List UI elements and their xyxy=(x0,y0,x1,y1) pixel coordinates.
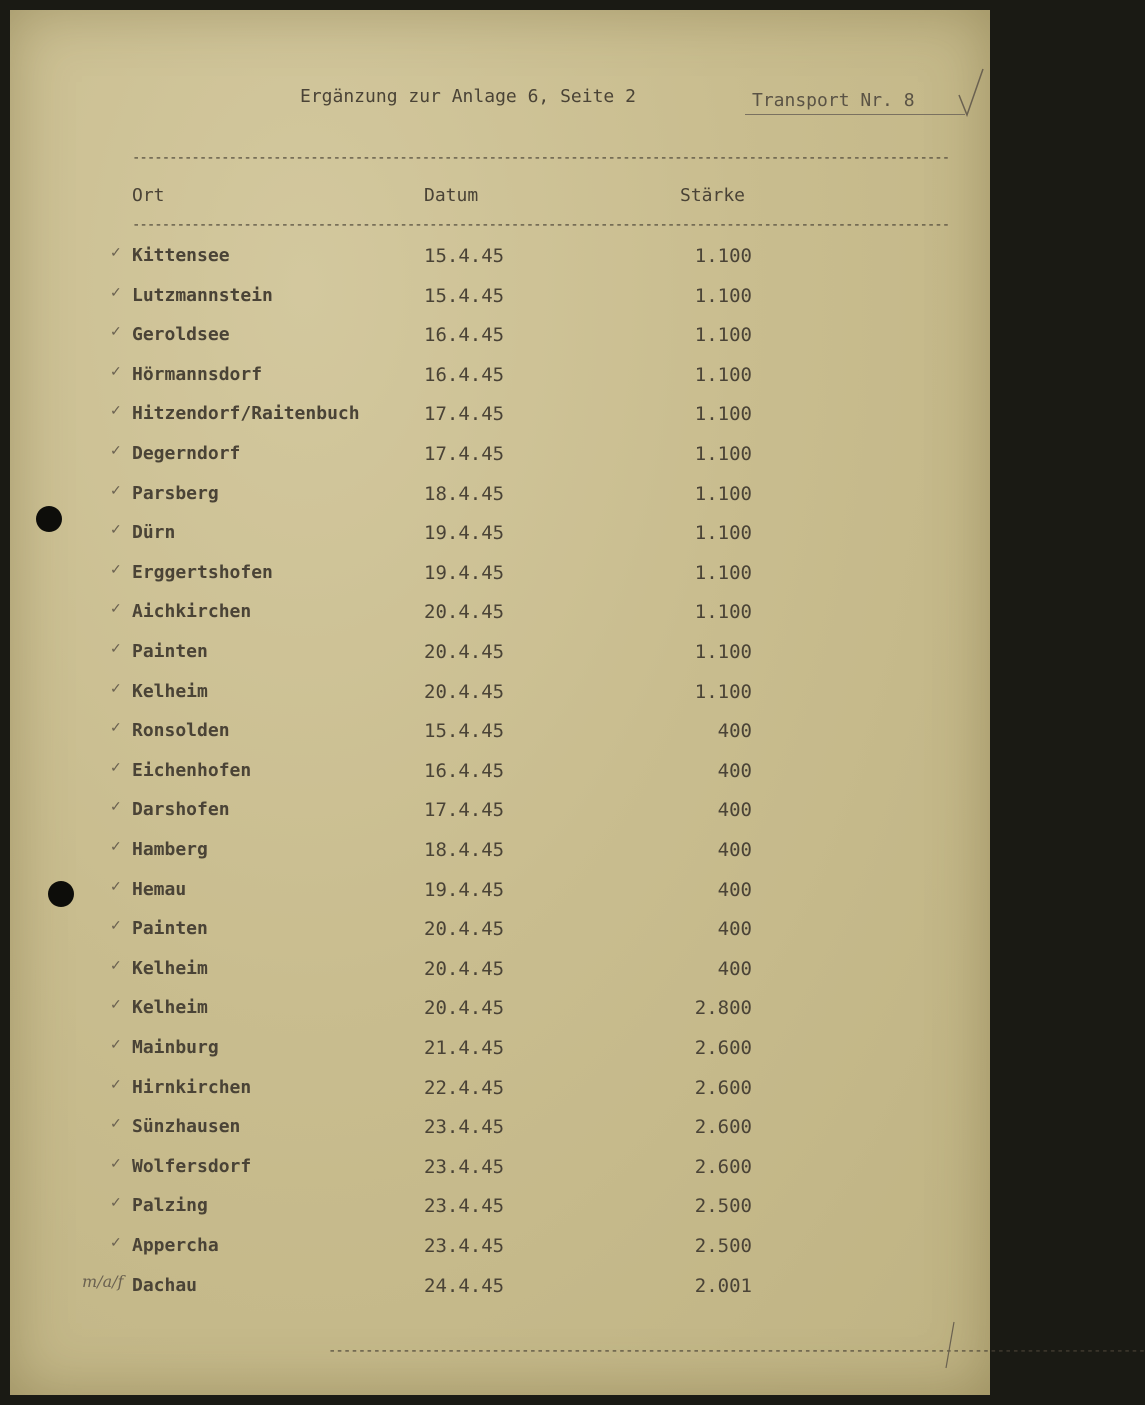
checkmark-icon: ✓ xyxy=(110,681,122,697)
row-staerke: 1.100 xyxy=(694,641,752,663)
row-datum: 20.4.45 xyxy=(424,641,505,663)
table-row xyxy=(10,1275,990,1305)
row-staerke: 2.001 xyxy=(694,1275,752,1297)
table-row xyxy=(10,1235,990,1265)
checkmark-icon: ✓ xyxy=(110,760,122,776)
checkmark-icon: ✓ xyxy=(110,879,122,895)
table-row xyxy=(10,1077,990,1107)
checkmark-icon: ✓ xyxy=(110,245,122,261)
row-datum: 22.4.45 xyxy=(424,1077,505,1099)
checkmark-icon: ✓ xyxy=(110,799,122,815)
checkmark-icon: ✓ xyxy=(110,364,122,380)
table-row xyxy=(10,522,990,552)
checkmark-icon xyxy=(955,65,985,120)
row-ort: Kelheim xyxy=(132,958,208,979)
row-staerke: 400 xyxy=(717,720,752,742)
row-ort: Hörmannsdorf xyxy=(132,364,263,385)
row-staerke: 2.500 xyxy=(694,1195,752,1217)
table-row xyxy=(10,285,990,315)
row-datum: 20.4.45 xyxy=(424,601,505,623)
row-datum: 18.4.45 xyxy=(424,839,505,861)
table-row xyxy=(10,601,990,631)
table-row xyxy=(10,760,990,790)
row-ort: Dürn xyxy=(132,522,176,543)
row-ort: Wolfersdorf xyxy=(132,1156,252,1177)
row-staerke: 2.600 xyxy=(694,1077,752,1099)
row-datum: 20.4.45 xyxy=(424,997,505,1019)
row-staerke: 400 xyxy=(717,760,752,782)
row-staerke: 2.600 xyxy=(694,1116,752,1138)
row-ort: Painten xyxy=(132,918,208,939)
table-row xyxy=(10,1195,990,1225)
row-datum: 19.4.45 xyxy=(424,522,505,544)
header-separator-bottom: -------------------------------------------------------------------------------------------------------------- xyxy=(132,217,950,233)
column-header-datum: Datum xyxy=(424,185,479,206)
row-datum: 18.4.45 xyxy=(424,483,505,505)
checkmark-icon: ✓ xyxy=(110,285,122,301)
punch-hole xyxy=(36,506,62,532)
punch-hole xyxy=(48,881,74,907)
checkmark-icon: ✓ xyxy=(110,324,122,340)
checkmark-icon: ✓ xyxy=(110,403,122,419)
checkmark-icon: ✓ xyxy=(110,562,122,578)
row-staerke: 1.100 xyxy=(694,601,752,623)
row-ort: Eichenhofen xyxy=(132,760,252,781)
checkmark-icon: ✓ xyxy=(110,958,122,974)
row-datum: 16.4.45 xyxy=(424,364,505,386)
table-row xyxy=(10,483,990,513)
row-ort: Parsberg xyxy=(132,483,219,504)
row-datum: 23.4.45 xyxy=(424,1195,505,1217)
table-row xyxy=(10,364,990,394)
row-ort: Hamberg xyxy=(132,839,208,860)
row-staerke: 1.100 xyxy=(694,364,752,386)
table-row xyxy=(10,562,990,592)
row-datum: 15.4.45 xyxy=(424,720,505,742)
table-row xyxy=(10,1156,990,1186)
checkmark-icon: ✓ xyxy=(110,720,122,736)
row-staerke: 1.100 xyxy=(694,285,752,307)
row-staerke: 2.500 xyxy=(694,1235,752,1257)
checkmark-icon: ✓ xyxy=(110,1235,122,1251)
checkmark-icon: ✓ xyxy=(110,641,122,657)
table-row xyxy=(10,958,990,988)
checkmark-icon: ✓ xyxy=(110,839,122,855)
row-ort: Dachau xyxy=(132,1275,198,1296)
row-ort: Appercha xyxy=(132,1235,219,1256)
table-row xyxy=(10,324,990,354)
table-row xyxy=(10,641,990,671)
row-ort: Kelheim xyxy=(132,681,208,702)
row-ort: Ronsolden xyxy=(132,720,230,741)
row-staerke: 1.100 xyxy=(694,522,752,544)
row-staerke: 400 xyxy=(717,799,752,821)
column-header-ort: Ort xyxy=(132,185,165,206)
row-ort: Kelheim xyxy=(132,997,208,1018)
row-datum: 19.4.45 xyxy=(424,879,505,901)
column-header-staerke: Stärke xyxy=(680,185,746,206)
row-datum: 17.4.45 xyxy=(424,403,505,425)
row-staerke: 1.100 xyxy=(694,681,752,703)
row-datum: 24.4.45 xyxy=(424,1275,505,1297)
transport-number: Transport Nr. 8 xyxy=(752,90,915,111)
table-row xyxy=(10,681,990,711)
table-row xyxy=(10,879,990,909)
header-separator-top: -------------------------------------------------------------------------------------------------------------- xyxy=(132,150,950,166)
row-datum: 17.4.45 xyxy=(424,799,505,821)
transport-underline xyxy=(745,114,965,115)
row-staerke: 2.800 xyxy=(694,997,752,1019)
row-staerke: 1.100 xyxy=(694,403,752,425)
row-datum: 23.4.45 xyxy=(424,1116,505,1138)
row-ort: Hemau xyxy=(132,879,187,900)
checkmark-icon: ✓ xyxy=(110,443,122,459)
row-ort: Sünzhausen xyxy=(132,1116,241,1137)
table-row xyxy=(10,245,990,275)
row-staerke: 1.100 xyxy=(694,483,752,505)
row-staerke: 400 xyxy=(717,918,752,940)
row-ort: Lutzmannstein xyxy=(132,285,273,306)
checkmark-icon: ✓ xyxy=(110,1195,122,1211)
row-staerke: 1.100 xyxy=(694,562,752,584)
row-staerke: 400 xyxy=(717,839,752,861)
checkmark-icon: ✓ xyxy=(110,997,122,1013)
table-row xyxy=(10,918,990,948)
table-row xyxy=(10,443,990,473)
table-row xyxy=(10,720,990,750)
row-datum: 21.4.45 xyxy=(424,1037,505,1059)
row-datum: 23.4.45 xyxy=(424,1156,505,1178)
row-ort: Geroldsee xyxy=(132,324,230,345)
handwritten-note: m/a/f xyxy=(82,1272,124,1291)
row-staerke: 400 xyxy=(717,879,752,901)
document-page xyxy=(10,10,1145,1395)
table-row xyxy=(10,799,990,829)
row-datum: 16.4.45 xyxy=(424,760,505,782)
table-row xyxy=(10,1037,990,1067)
margin-mark-icon xyxy=(940,1320,960,1370)
document-title: Ergänzung zur Anlage 6, Seite 2 xyxy=(300,86,636,107)
checkmark-icon: ✓ xyxy=(110,1037,122,1053)
footer-separator: -------------------------------------------------------------------------------------------------------------- xyxy=(328,1343,1145,1359)
row-staerke: 1.100 xyxy=(694,324,752,346)
row-ort: Hirnkirchen xyxy=(132,1077,252,1098)
row-ort: Erggertshofen xyxy=(132,562,273,583)
row-staerke: 2.600 xyxy=(694,1037,752,1059)
row-staerke: 1.100 xyxy=(694,443,752,465)
row-ort: Kittensee xyxy=(132,245,230,266)
row-datum: 20.4.45 xyxy=(424,681,505,703)
row-ort: Painten xyxy=(132,641,208,662)
checkmark-icon: ✓ xyxy=(110,918,122,934)
row-staerke: 400 xyxy=(717,958,752,980)
table-row xyxy=(10,839,990,869)
table-row xyxy=(10,403,990,433)
checkmark-icon: ✓ xyxy=(110,601,122,617)
table-row xyxy=(10,997,990,1027)
row-ort: Degerndorf xyxy=(132,443,241,464)
row-staerke: 1.100 xyxy=(694,245,752,267)
checkmark-icon: ✓ xyxy=(110,1116,122,1132)
row-datum: 23.4.45 xyxy=(424,1235,505,1257)
row-datum: 15.4.45 xyxy=(424,285,505,307)
row-ort: Aichkirchen xyxy=(132,601,252,622)
row-ort: Hitzendorf/Raitenbuch xyxy=(132,403,360,424)
row-ort: Darshofen xyxy=(132,799,230,820)
row-datum: 15.4.45 xyxy=(424,245,505,267)
row-datum: 20.4.45 xyxy=(424,958,505,980)
checkmark-icon: ✓ xyxy=(110,1156,122,1172)
row-datum: 20.4.45 xyxy=(424,918,505,940)
table-row xyxy=(10,1116,990,1146)
checkmark-icon: ✓ xyxy=(110,522,122,538)
checkmark-icon: ✓ xyxy=(110,1077,122,1093)
row-ort: Palzing xyxy=(132,1195,208,1216)
row-staerke: 2.600 xyxy=(694,1156,752,1178)
row-datum: 17.4.45 xyxy=(424,443,505,465)
row-ort: Mainburg xyxy=(132,1037,219,1058)
row-datum: 16.4.45 xyxy=(424,324,505,346)
row-datum: 19.4.45 xyxy=(424,562,505,584)
checkmark-icon: ✓ xyxy=(110,483,122,499)
